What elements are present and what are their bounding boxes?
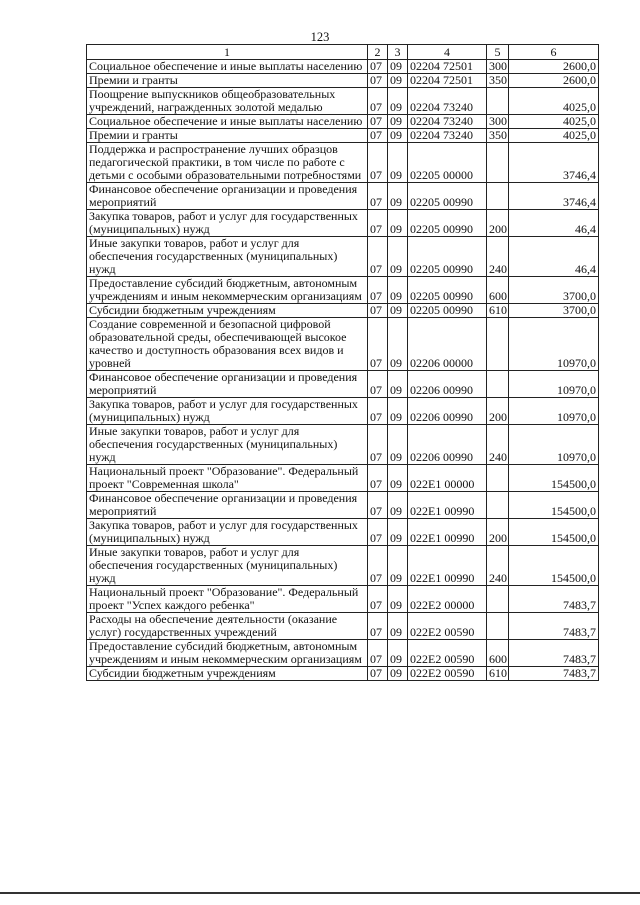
column-header: 6 <box>509 45 599 60</box>
target-article-cell: 022E2 00590 <box>408 667 487 681</box>
table-row <box>87 465 599 492</box>
subsection-code-cell: 09 <box>388 586 408 613</box>
expense-name-cell: Предоставление субсидий бюджетным, автономным учреждениям и иным некоммерческим организациям <box>87 277 368 304</box>
target-article-cell: 02205 00990 <box>408 210 487 237</box>
amount-cell: 2600,0 <box>509 60 599 74</box>
expense-type-cell: 300 <box>487 60 509 74</box>
amount-cell: 7483,7 <box>509 640 599 667</box>
expense-type-cell <box>487 183 509 210</box>
section-code-cell: 07 <box>368 546 388 586</box>
table-row <box>87 88 599 115</box>
section-code-cell: 07 <box>368 613 388 640</box>
expense-type-cell <box>487 586 509 613</box>
expense-name-cell: Создание современной и безопасной цифровой образовательной среды, обеспечивающей высокое качество и доступность образования всех видов и уровней <box>87 318 368 371</box>
section-code-cell: 07 <box>368 60 388 74</box>
table-row <box>87 519 599 546</box>
target-article-cell: 02206 00990 <box>408 425 487 465</box>
expense-type-cell: 350 <box>487 129 509 143</box>
expense-type-cell: 600 <box>487 277 509 304</box>
section-code-cell: 07 <box>368 492 388 519</box>
column-header: 2 <box>368 45 388 60</box>
target-article-cell: 022E1 00990 <box>408 519 487 546</box>
amount-cell: 4025,0 <box>509 88 599 115</box>
expense-name-cell: Поддержка и распространение лучших образцов педагогической практики, в том числе по работе с детьми с особыми образовательными потребностями <box>87 143 368 183</box>
amount-cell: 3746,4 <box>509 183 599 210</box>
target-article-cell: 022E1 00000 <box>408 465 487 492</box>
expense-type-cell <box>487 371 509 398</box>
expense-type-cell: 610 <box>487 304 509 318</box>
expense-name-cell: Закупка товаров, работ и услуг для государственных (муниципальных) нужд <box>87 519 368 546</box>
target-article-cell: 02205 00000 <box>408 143 487 183</box>
target-article-cell: 02205 00990 <box>408 277 487 304</box>
expense-name-cell: Закупка товаров, работ и услуг для государственных (муниципальных) нужд <box>87 398 368 425</box>
expense-type-cell <box>487 318 509 371</box>
expense-name-cell: Социальное обеспечение и иные выплаты населению <box>87 60 368 74</box>
amount-cell: 4025,0 <box>509 129 599 143</box>
subsection-code-cell: 09 <box>388 304 408 318</box>
amount-cell: 3746,4 <box>509 143 599 183</box>
amount-cell: 4025,0 <box>509 115 599 129</box>
section-code-cell: 07 <box>368 398 388 425</box>
amount-cell: 7483,7 <box>509 667 599 681</box>
expense-type-cell <box>487 88 509 115</box>
section-code-cell: 07 <box>368 277 388 304</box>
table-row <box>87 129 599 143</box>
subsection-code-cell: 09 <box>388 492 408 519</box>
target-article-cell: 02206 00000 <box>408 318 487 371</box>
target-article-cell: 022E1 00990 <box>408 546 487 586</box>
table-row <box>87 237 599 277</box>
section-code-cell: 07 <box>368 519 388 546</box>
section-code-cell: 07 <box>368 237 388 277</box>
section-code-cell: 07 <box>368 183 388 210</box>
expense-name-cell: Расходы на обеспечение деятельности (оказание услуг) государственных учреждений <box>87 613 368 640</box>
section-code-cell: 07 <box>368 371 388 398</box>
scan-edge-line <box>0 892 640 894</box>
table-row <box>87 277 599 304</box>
budget-table <box>86 44 599 681</box>
amount-cell: 3700,0 <box>509 277 599 304</box>
section-code-cell: 07 <box>368 74 388 88</box>
expense-name-cell: Предоставление субсидий бюджетным, автономным учреждениям и иным некоммерческим организациям <box>87 640 368 667</box>
amount-cell: 154500,0 <box>509 546 599 586</box>
amount-cell: 154500,0 <box>509 465 599 492</box>
subsection-code-cell: 09 <box>388 74 408 88</box>
expense-name-cell: Закупка товаров, работ и услуг для государственных (муниципальных) нужд <box>87 210 368 237</box>
expense-name-cell: Финансовое обеспечение организации и проведения мероприятий <box>87 183 368 210</box>
page-number: 123 <box>310 30 330 44</box>
amount-cell: 10970,0 <box>509 398 599 425</box>
expense-name-cell: Иные закупки товаров, работ и услуг для обеспечения государственных (муниципальных) нужд <box>87 237 368 277</box>
target-article-cell: 02204 73240 <box>408 129 487 143</box>
table-row <box>87 74 599 88</box>
table-row <box>87 210 599 237</box>
table-row <box>87 667 599 681</box>
table-row <box>87 115 599 129</box>
expense-name-cell: Премии и гранты <box>87 129 368 143</box>
subsection-code-cell: 09 <box>388 519 408 546</box>
subsection-code-cell: 09 <box>388 667 408 681</box>
table-row <box>87 318 599 371</box>
section-code-cell: 07 <box>368 129 388 143</box>
expense-type-cell: 240 <box>487 425 509 465</box>
expense-type-cell: 610 <box>487 667 509 681</box>
amount-cell: 46,4 <box>509 237 599 277</box>
subsection-code-cell: 09 <box>388 318 408 371</box>
table-row <box>87 60 599 74</box>
subsection-code-cell: 09 <box>388 129 408 143</box>
amount-cell: 7483,7 <box>509 613 599 640</box>
section-code-cell: 07 <box>368 318 388 371</box>
subsection-code-cell: 09 <box>388 371 408 398</box>
section-code-cell: 07 <box>368 143 388 183</box>
target-article-cell: 02204 73240 <box>408 88 487 115</box>
amount-cell: 10970,0 <box>509 425 599 465</box>
expense-type-cell: 200 <box>487 210 509 237</box>
expense-type-cell <box>487 465 509 492</box>
expense-type-cell: 200 <box>487 519 509 546</box>
subsection-code-cell: 09 <box>388 640 408 667</box>
table-row <box>87 640 599 667</box>
table-row <box>87 304 599 318</box>
target-article-cell: 02206 00990 <box>408 371 487 398</box>
column-header: 3 <box>388 45 408 60</box>
subsection-code-cell: 09 <box>388 546 408 586</box>
section-code-cell: 07 <box>368 210 388 237</box>
subsection-code-cell: 09 <box>388 237 408 277</box>
subsection-code-cell: 09 <box>388 210 408 237</box>
expense-type-cell <box>487 613 509 640</box>
subsection-code-cell: 09 <box>388 613 408 640</box>
amount-cell: 10970,0 <box>509 318 599 371</box>
expense-type-cell: 300 <box>487 115 509 129</box>
section-code-cell: 07 <box>368 640 388 667</box>
table-header-row <box>87 45 599 60</box>
subsection-code-cell: 09 <box>388 398 408 425</box>
subsection-code-cell: 09 <box>388 88 408 115</box>
amount-cell: 10970,0 <box>509 371 599 398</box>
expense-name-cell: Поощрение выпускников общеобразовательных учреждений, награжденных золотой медалью <box>87 88 368 115</box>
column-header: 1 <box>87 45 368 60</box>
section-code-cell: 07 <box>368 115 388 129</box>
section-code-cell: 07 <box>368 88 388 115</box>
expense-type-cell: 350 <box>487 74 509 88</box>
amount-cell: 3700,0 <box>509 304 599 318</box>
expense-name-cell: Национальный проект "Образование". Федеральный проект "Современная школа" <box>87 465 368 492</box>
target-article-cell: 022E1 00990 <box>408 492 487 519</box>
table-row <box>87 546 599 586</box>
expense-name-cell: Иные закупки товаров, работ и услуг для обеспечения государственных (муниципальных) нужд <box>87 546 368 586</box>
target-article-cell: 02205 00990 <box>408 237 487 277</box>
section-code-cell: 07 <box>368 465 388 492</box>
section-code-cell: 07 <box>368 425 388 465</box>
subsection-code-cell: 09 <box>388 425 408 465</box>
expense-type-cell: 200 <box>487 398 509 425</box>
expense-type-cell <box>487 143 509 183</box>
target-article-cell: 02206 00990 <box>408 398 487 425</box>
table-row <box>87 586 599 613</box>
expense-type-cell: 600 <box>487 640 509 667</box>
table-row <box>87 398 599 425</box>
amount-cell: 154500,0 <box>509 492 599 519</box>
table-body <box>87 60 599 681</box>
expense-name-cell: Иные закупки товаров, работ и услуг для обеспечения государственных (муниципальных) нужд <box>87 425 368 465</box>
table-row <box>87 425 599 465</box>
column-header: 5 <box>487 45 509 60</box>
expense-type-cell: 240 <box>487 237 509 277</box>
expense-name-cell: Субсидии бюджетным учреждениям <box>87 667 368 681</box>
expense-type-cell <box>487 492 509 519</box>
amount-cell: 154500,0 <box>509 519 599 546</box>
expense-name-cell: Премии и гранты <box>87 74 368 88</box>
table-row <box>87 143 599 183</box>
target-article-cell: 02204 72501 <box>408 60 487 74</box>
table-row <box>87 613 599 640</box>
target-article-cell: 022E2 00000 <box>408 586 487 613</box>
expense-type-cell: 240 <box>487 546 509 586</box>
table-row <box>87 183 599 210</box>
expense-name-cell: Национальный проект "Образование". Федеральный проект "Успех каждого ребенка" <box>87 586 368 613</box>
subsection-code-cell: 09 <box>388 183 408 210</box>
expense-name-cell: Социальное обеспечение и иные выплаты населению <box>87 115 368 129</box>
table-row <box>87 371 599 398</box>
expense-name-cell: Финансовое обеспечение организации и проведения мероприятий <box>87 371 368 398</box>
target-article-cell: 02205 00990 <box>408 183 487 210</box>
subsection-code-cell: 09 <box>388 277 408 304</box>
table-row <box>87 492 599 519</box>
target-article-cell: 02204 72501 <box>408 74 487 88</box>
target-article-cell: 022E2 00590 <box>408 640 487 667</box>
target-article-cell: 02204 73240 <box>408 115 487 129</box>
amount-cell: 2600,0 <box>509 74 599 88</box>
target-article-cell: 022E2 00590 <box>408 613 487 640</box>
section-code-cell: 07 <box>368 304 388 318</box>
subsection-code-cell: 09 <box>388 60 408 74</box>
expense-name-cell: Финансовое обеспечение организации и проведения мероприятий <box>87 492 368 519</box>
amount-cell: 46,4 <box>509 210 599 237</box>
subsection-code-cell: 09 <box>388 143 408 183</box>
subsection-code-cell: 09 <box>388 115 408 129</box>
target-article-cell: 02205 00990 <box>408 304 487 318</box>
section-code-cell: 07 <box>368 667 388 681</box>
subsection-code-cell: 09 <box>388 465 408 492</box>
section-code-cell: 07 <box>368 586 388 613</box>
column-header: 4 <box>408 45 487 60</box>
amount-cell: 7483,7 <box>509 586 599 613</box>
expense-name-cell: Субсидии бюджетным учреждениям <box>87 304 368 318</box>
